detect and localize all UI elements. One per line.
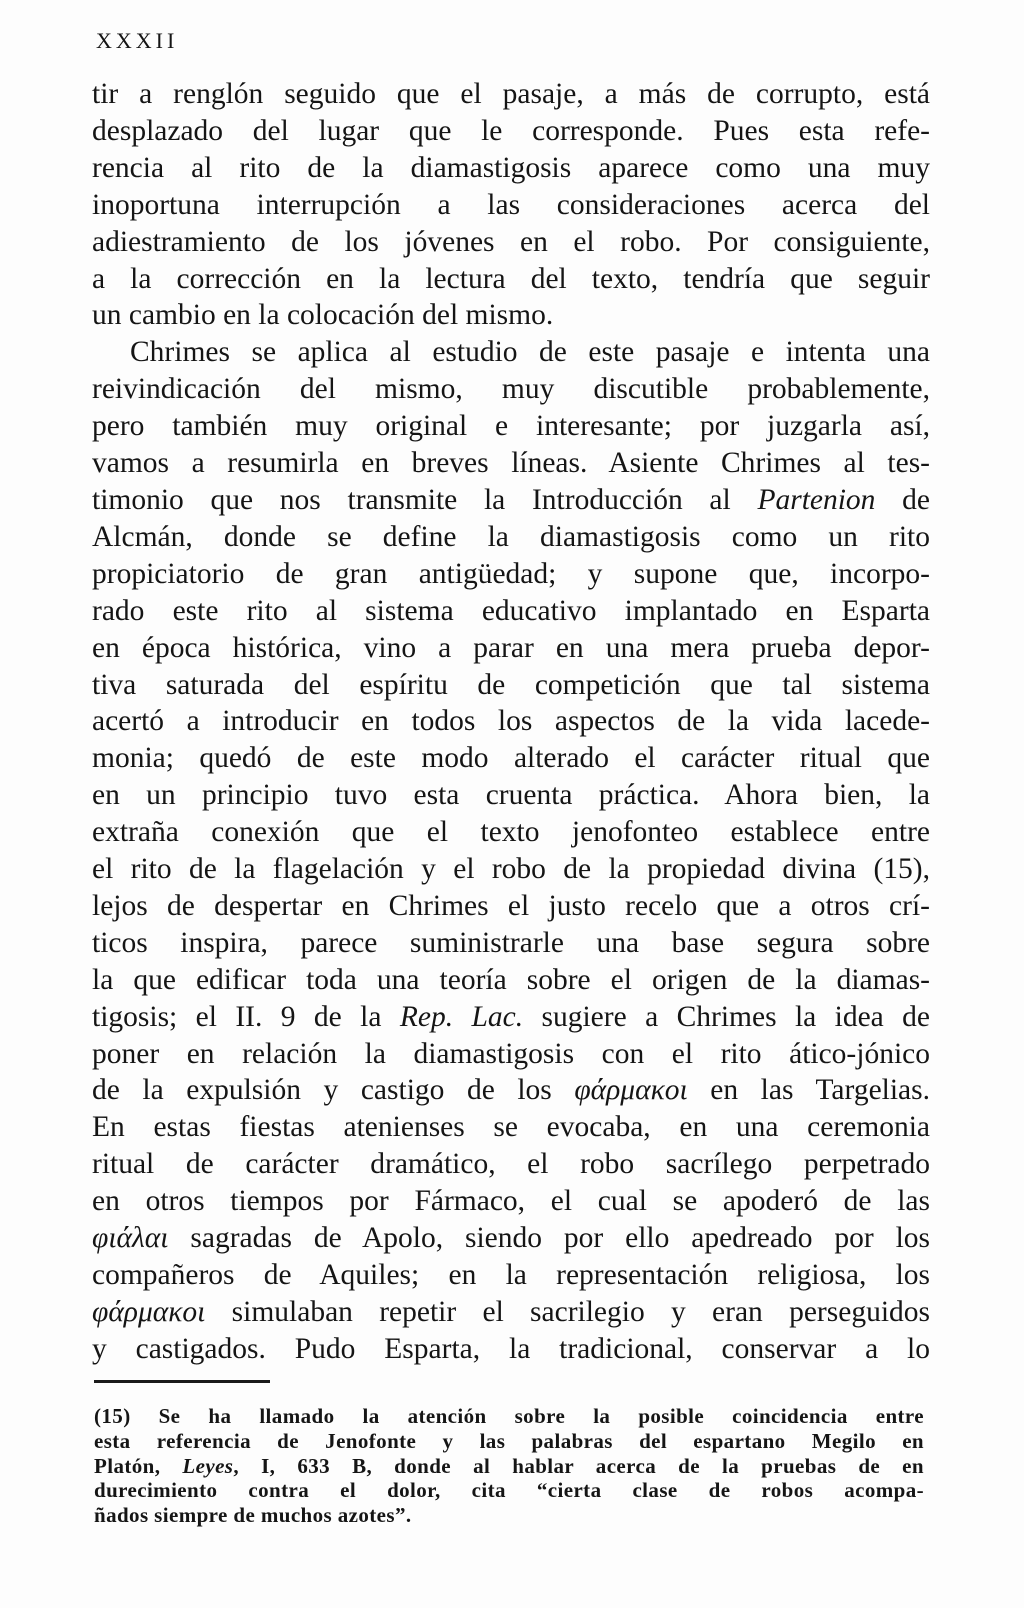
- line-text: [168, 1222, 190, 1254]
- body-line: en otros tiempos por Fármaco, el cual se apoderó de las: [92, 1185, 930, 1218]
- body-line: propiciatorio de gran antigüedad; y supone que, incorpo-: [92, 557, 930, 590]
- body-line: lejos de despertar en Chrimes el justo recelo que a otros crí-: [92, 889, 930, 922]
- footnote-line: (15) Se ha llamado la atención sobre la posible coincidencia entre: [94, 1404, 924, 1428]
- line-text: de la expulsión y castigo de los: [92, 1074, 575, 1107]
- body-line: [92, 1220, 930, 1257]
- italic-title: Leyes: [182, 1453, 234, 1478]
- line-text: sugiere a Chrimes la idea de: [523, 1000, 931, 1033]
- italic-title: Partenion: [757, 483, 876, 516]
- footnote-line: esta referencia de Jenofonte y las palabras del espartano Megilo en: [94, 1428, 924, 1453]
- italic-abbrev: Lac.: [471, 1000, 524, 1033]
- body-line: ritual de carácter dramático, el robo sacrílego perpetrado: [92, 1148, 930, 1181]
- body-line: a la corrección en la lectura del texto, tendría que seguir: [92, 262, 930, 295]
- greek-word: φιάλαι: [92, 1222, 169, 1255]
- body-line: un cambio en la colocación del mismo.: [92, 299, 554, 332]
- line-text: , I, 633 B, donde al hablar acerca de la pruebas de en: [233, 1453, 924, 1478]
- body-line: el rito de la flagelación y el robo de la propiedad divina (15),: [92, 853, 930, 886]
- page-number: XXXII: [96, 28, 179, 53]
- line-text: [205, 1296, 231, 1328]
- line-text: timonio que nos transmite la Introducción al: [92, 483, 758, 516]
- body-line: [92, 1294, 930, 1331]
- line-text: sagradas de Apolo, siendo por ello apedreado por los: [190, 1222, 931, 1255]
- line-text: en las Targelias.: [687, 1074, 931, 1107]
- body-line: pero también muy original e interesante; por juzgarla así,: [92, 410, 930, 443]
- body-line: [92, 482, 930, 519]
- footnote-rule: [94, 1380, 270, 1383]
- line-text: de: [875, 483, 930, 516]
- body-line: vamos a resumirla en breves líneas. Asiente Chrimes al tes-: [92, 447, 930, 480]
- body-line: compañeros de Aquiles; en la representación religiosa, los: [92, 1259, 930, 1291]
- body-line: extraña conexión que el texto jenofonteo establece entre: [92, 816, 930, 849]
- body-line: [92, 999, 930, 1036]
- line-text: simulaban repetir el sacrilegio y eran perseguidos: [231, 1295, 931, 1328]
- body-line: ticos inspira, parece suministrarle una base segura sobre: [92, 926, 930, 959]
- footnote-line: durecimiento contra el dolor, cita “cierta clase de robos acompa-: [94, 1478, 924, 1503]
- body-line: acertó a introducir en todos los aspectos de la vida lacede-: [92, 705, 930, 738]
- footnote-line: ñados siempre de muchos azotes”.: [94, 1503, 412, 1528]
- body-text: [92, 76, 930, 1368]
- body-line: en un principio tuvo esta cruenta práctica. Ahora bien, la: [92, 779, 930, 812]
- line-text: Platón,: [94, 1453, 183, 1478]
- body-line: reivindicación del mismo, muy discutible probablemente,: [92, 373, 930, 406]
- italic-abbrev: Rep.: [399, 1000, 454, 1033]
- body-line: Alcmán, donde se define la diamastigosis como un rito: [92, 520, 930, 553]
- body-line: tir a renglón seguido que el pasaje, a más de corrupto, está: [92, 78, 930, 110]
- footnote: [94, 1404, 924, 1528]
- body-line: adiestramiento de los jóvenes en el robo. Por consiguiente,: [92, 225, 930, 258]
- greek-word: φάρμακοι: [574, 1074, 688, 1107]
- line-text: [453, 1001, 471, 1033]
- body-line: la que edificar toda una teoría sobre el origen de la diamas-: [92, 963, 930, 996]
- body-line: En estas fiestas atenienses se evocaba, en una ceremonia: [92, 1111, 930, 1144]
- body-line: monia; quedó de este modo alterado el carácter ritual que: [92, 742, 930, 775]
- line-text: tigosis; el II. 9 de la: [92, 1000, 400, 1033]
- body-line: tiva saturada del espíritu de competición que tal sistema: [92, 668, 930, 701]
- body-line: rado este rito al sistema educativo implantado en Esparta: [92, 594, 930, 627]
- body-line: desplazado del lugar que le corresponde. Pues esta refe-: [92, 114, 930, 147]
- body-line: [92, 1072, 930, 1109]
- greek-word: φάρμακοι: [92, 1295, 206, 1328]
- body-line: inoportuna interrupción a las consideraciones acerca del: [92, 188, 930, 221]
- footnote-line: [94, 1454, 924, 1479]
- body-line: rencia al rito de la diamastigosis aparece como una muy: [92, 151, 930, 184]
- body-line: y castigados. Pudo Esparta, la tradicional, conservar a lo: [92, 1332, 930, 1365]
- body-line: en época histórica, vino a parar en una mera prueba depor-: [92, 631, 930, 664]
- body-line: Chrimes se aplica al estudio de este pasaje e intenta una: [130, 336, 930, 369]
- body-line: poner en relación la diamastigosis con el rito ático-jónico: [92, 1037, 930, 1070]
